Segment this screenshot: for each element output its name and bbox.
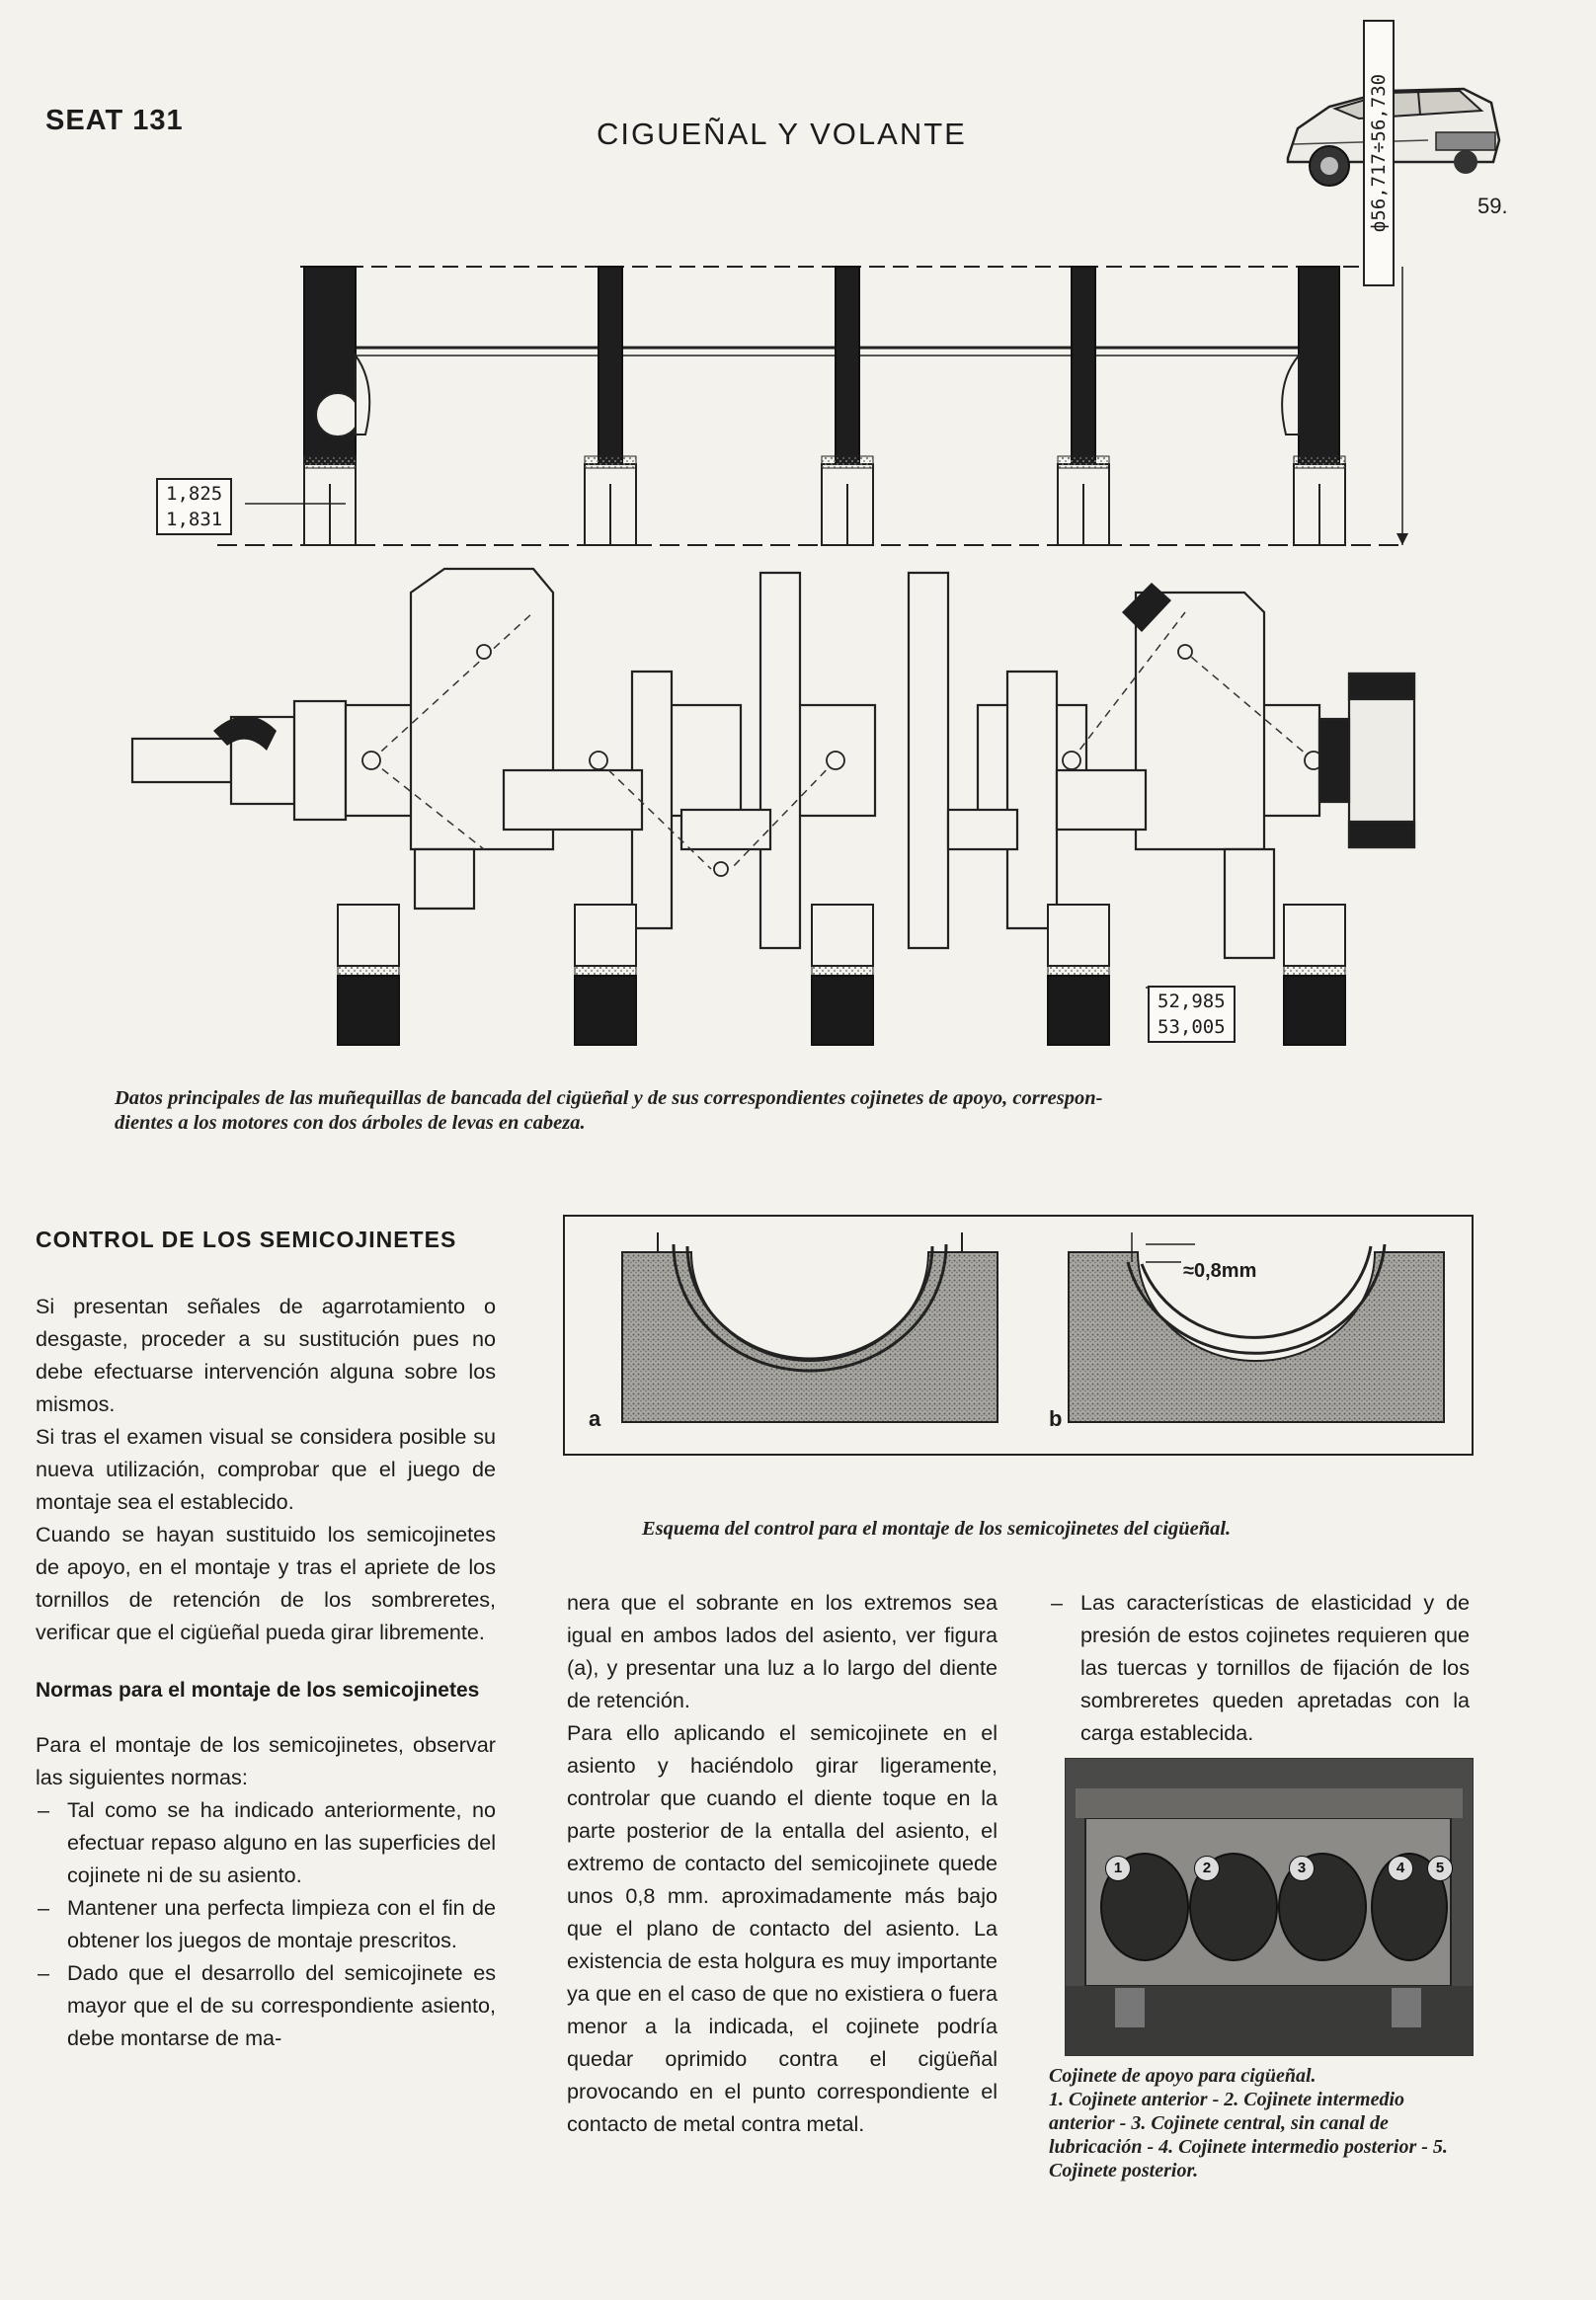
figure-caption-crankshaft (115, 1086, 1477, 1136)
section-heading: CONTROL DE LOS SEMICOJINETES (36, 1227, 457, 1252)
dimension-box-bottom (1148, 986, 1236, 1043)
bearing-number-2: 2 (1194, 1856, 1220, 1881)
page-title: CIGUEÑAL Y VOLANTE (597, 117, 967, 151)
bearing-number-4: 4 (1388, 1856, 1413, 1881)
paragraph: Si tras el examen visual se considera posible su nueva utilización, comprobar que el juego de montaje sea el establecido. (36, 1424, 496, 1514)
dimension-bottom-2: 53,005 (1157, 1016, 1226, 1038)
paragraph: Para el montaje de los semicojinetes, observar las siguientes normas: (36, 1732, 496, 1789)
dimension-side: ф56,717÷56,730 (1368, 73, 1390, 233)
paragraph: Cuando se hayan sustituido los semicojinetes de apoyo, en el montaje y tras el apriete de los tornillos de retención de los sombreretes, verificar que el cigüeñal pueda girar libremente. (36, 1522, 496, 1644)
bearing-number-5: 5 (1427, 1856, 1453, 1881)
figure-caption-block (1049, 2064, 1474, 2182)
norms-list (36, 1793, 496, 2054)
column-1 (36, 1290, 496, 2054)
column-3-list (1049, 1586, 1470, 1749)
engine-block-photo (1065, 1758, 1474, 2056)
dimension-top-1: 1,825 (166, 483, 223, 505)
dimension-top-2: 1,831 (166, 509, 223, 530)
header-model: SEAT 131 (45, 105, 184, 136)
bearing-number-3: 3 (1289, 1856, 1315, 1881)
caption-line-2: dientes a los motores con dos árboles de levas en cabeza. (115, 1112, 586, 1134)
paragraph: Si presentan señales de agarrotamiento o desgaste, proceder a su sustitución pues no debe efectuarse intervención alguna sobre los mismos. (36, 1294, 496, 1416)
list-item: – Dado que el desarrollo del semicojinete es mayor que el de su correspondiente asiento, debe montarse de ma- (36, 1956, 496, 2054)
column-2 (567, 1586, 998, 2140)
figure-label-a: a (589, 1406, 601, 1431)
crankshaft-bearing-diagram (119, 237, 1442, 1076)
bearing-number-1: 1 (1105, 1856, 1131, 1881)
figure-label-b: b (1049, 1406, 1063, 1431)
paragraph: nera que el sobrante en los extremos sea igual en ambos lados del asiento, ver figura (a), y presentar una luz a lo largo del diente de retención. (567, 1590, 998, 1712)
paragraph: Para ello aplicando el semicojinete en el asiento y haciéndolo girar ligeramente, controlar que cuando el diente toque en la parte posterior de la entalla del asiento, el extremo de contacto del semicojinete quede unos 0,8 mm. aproximadamente más bajo que el plano de contacto del asiento. La existencia de esta holgura es muy importante ya que en el caso de que no existiera o fuera menor a la indicada, el cojinete podría quedar oprimido contra el cigüeñal provocando en el punto correspondiente el contacto de metal contra metal. (567, 1720, 998, 2136)
dimension-bottom-1: 52,985 (1157, 991, 1226, 1012)
list-item: – Mantener una perfecta limpieza con el fin de obtener los juegos de montaje prescritos. (36, 1891, 496, 1956)
dimension-box-top (156, 478, 232, 535)
caption-title: Cojinete de apoyo para cigüeñal. (1049, 2065, 1317, 2087)
figure-caption-semicojinetes: Esquema del control para el montaje de los semicojinetes del cigüeñal. (642, 1518, 1232, 1540)
subheading: Normas para el montaje de los semicojinetes (36, 1679, 480, 1702)
list-item: – Tal como se ha indicado anteriormente, no efectuar repaso alguno en las superficies del cojinete ni de su asiento. (36, 1793, 496, 1891)
page-number: 59. (1477, 194, 1508, 218)
caption-text: 1. Cojinete anterior - 2. Cojinete intermedio anterior - 3. Cojinete central, sin canal de lubricación - 4. Cojinete intermedio posterior - 5. Cojinete posterior. (1049, 2089, 1448, 2181)
semicojinete-diagram (563, 1215, 1474, 1456)
caption-line-1: Datos principales de las muñequillas de bancada del cigüeñal y de sus correspondientes cojinetes de apoyo, correspon- (115, 1087, 1103, 1109)
dimension-gap: ≈0,8mm (1183, 1260, 1257, 1282)
engine-block-illustration (1066, 1759, 1473, 2055)
list-item: – Las características de elasticidad y de presión de estos cojinetes requieren que las tuercas y tornillos de fijación de los sombreretes queden apretadas con la carga establecida. (1049, 1586, 1470, 1749)
column-3 (1049, 1586, 1470, 1749)
dimension-box-side (1363, 20, 1395, 286)
